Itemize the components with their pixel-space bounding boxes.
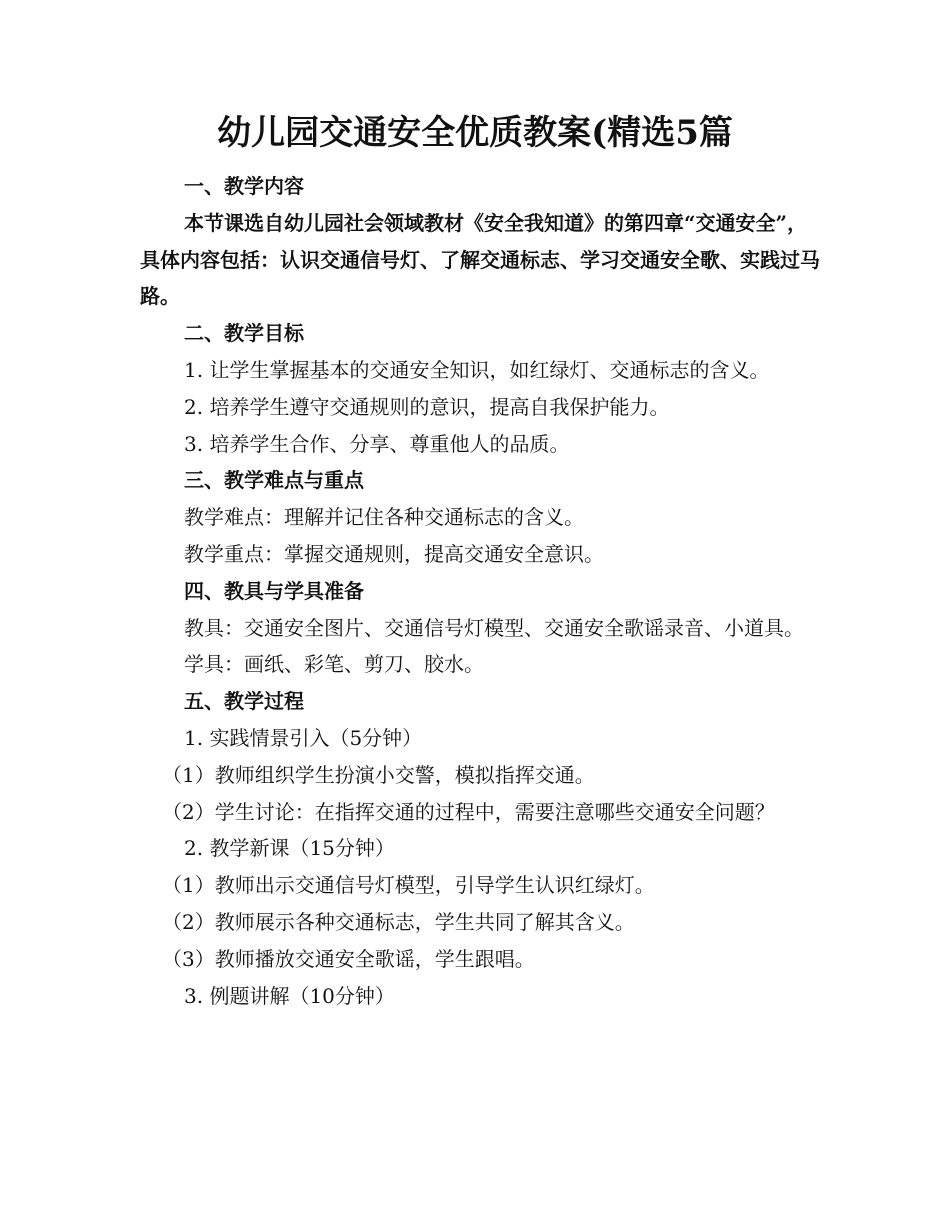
process-step-item: （1）教师出示交通信号灯模型，引导学生认识红绿灯。	[162, 873, 655, 898]
process-step-item: （2）教师展示各种交通标志，学生共同了解其含义。	[162, 909, 635, 934]
content-paragraph: 本节课选自幼儿园社会领域教材《安全我知道》的第四章“交通安全”，具体内容包括：认识交通信号灯、了解交通标志、学习交通安全歌、实践过马路。	[140, 210, 820, 309]
section-heading-materials: 四、教具与学具准备	[184, 578, 364, 603]
document-title: 幼儿园交通安全优质教案(精选5篇	[217, 113, 733, 153]
section-heading-content: 一、教学内容	[184, 174, 304, 198]
process-step-item: （2）学生讨论：在指挥交通的过程中，需要注意哪些交通安全问题？	[162, 799, 775, 824]
process-step-title: 1. 实践情景引入（5分钟）	[184, 725, 423, 750]
goal-item: 1. 让学生掌握基本的交通安全知识，如红绿灯、交通标志的含义。	[184, 357, 770, 382]
goal-item: 3. 培养学生合作、分享、尊重他人的品质。	[184, 431, 570, 456]
section-heading-difficulties: 三、教学难点与重点	[184, 468, 364, 493]
process-step-title: 3. 例题讲解（10分钟）	[184, 983, 395, 1008]
document-body	[140, 168, 820, 1014]
teacher-materials: 教具：交通安全图片、交通信号灯模型、交通安全歌谣录音、小道具。	[184, 615, 804, 640]
goal-item: 2. 培养学生遵守交通规则的意识，提高自我保护能力。	[184, 394, 670, 419]
process-step-item: （1）教师组织学生扮演小交警，模拟指挥交通。	[162, 762, 595, 787]
key-point-text: 教学重点：掌握交通规则，提高交通安全意识。	[184, 541, 604, 566]
process-step-title: 2. 教学新课（15分钟）	[184, 836, 395, 861]
difficulty-text: 教学难点：理解并记住各种交通标志的含义。	[184, 505, 584, 530]
process-step-item: （3）教师播放交通安全歌谣，学生跟唱。	[162, 946, 535, 971]
student-materials: 学具：画纸、彩笔、剪刀、胶水。	[184, 652, 484, 677]
section-heading-process: 五、教学过程	[184, 689, 304, 714]
section-heading-goals: 二、教学目标	[184, 321, 304, 346]
